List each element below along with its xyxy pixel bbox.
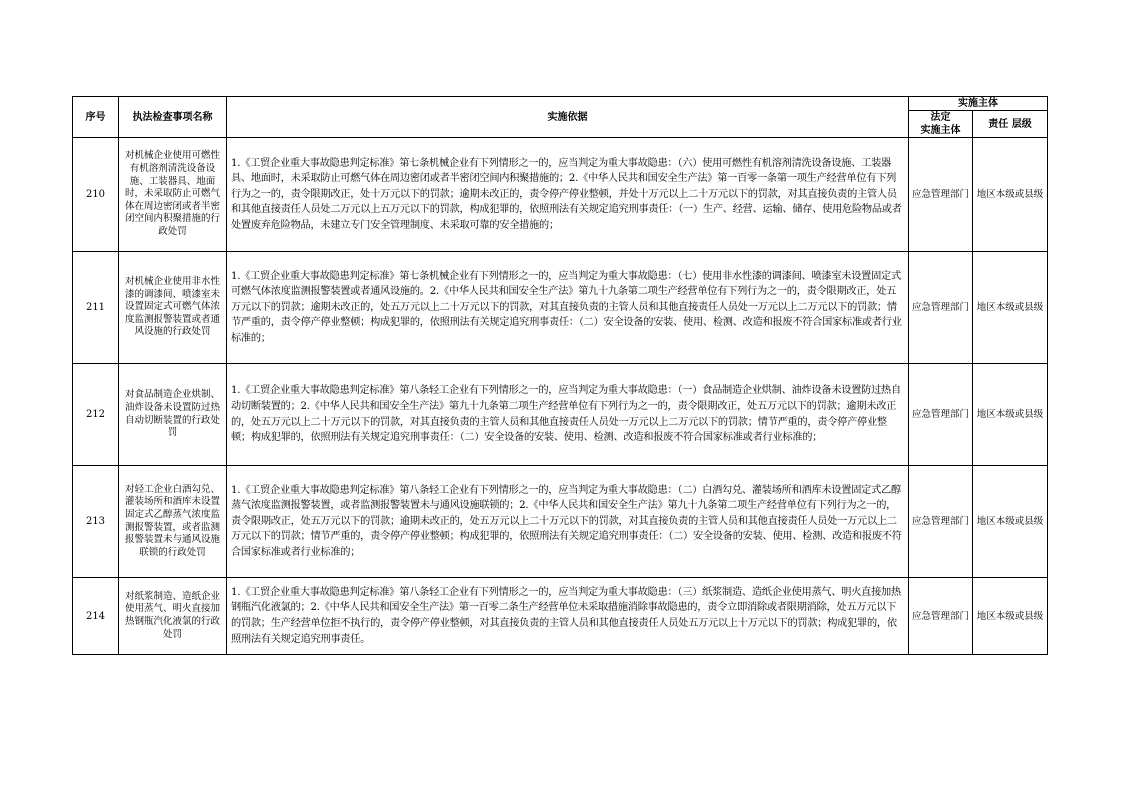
item-name: 对轻工企业白酒勾兑、灌装场所和酒库未设置固定式乙醇蒸气浓度监测报警装置，或者监测报警装置未与通风设施联锁的行政处罚: [119, 466, 227, 578]
responsibility-level: 地区本级或县级: [973, 252, 1048, 364]
item-name: 对机械企业使用可燃性有机溶剂清洗设备设施、工装器具、地面时，未采取防止可燃气体在周边密闭或者半密闭空间内积聚措施的行政处罚: [119, 138, 227, 252]
implementing-body: 应急管理部门: [909, 138, 973, 252]
implementing-body: 应急管理部门: [909, 578, 973, 655]
table-row: [73, 466, 1048, 578]
item-name: 对机械企业使用非水性漆的调漆间、喷漆室未设置固定式可燃气体浓度监测报警装置或者通风设施的行政处罚: [119, 252, 227, 364]
row-number: 210: [73, 138, 119, 252]
implementing-body: 应急管理部门: [909, 466, 973, 578]
row-number: 214: [73, 578, 119, 655]
table-row: [73, 138, 1048, 252]
header-subject-group: 实施主体: [909, 97, 1048, 111]
responsibility-level: 地区本级或县级: [973, 364, 1048, 466]
row-number: 211: [73, 252, 119, 364]
responsibility-level: 地区本级或县级: [973, 578, 1048, 655]
item-name: 对纸浆制造、造纸企业使用蒸气、明火直接加热钢瓶汽化液氯的行政处罚: [119, 578, 227, 655]
implementing-body: 应急管理部门: [909, 364, 973, 466]
legal-basis: 1.《工贸企业重大事故隐患判定标准》第八条轻工企业有下列情形之一的，应当判定为重大事故隐患：（二）白酒勾兑、灌装场所和酒库未设置固定式乙醇蒸气浓度监测报警装置，或者监测报警装置未与通风设施联锁的；2.《中华人民共和国安全生产法》第九十九条第二项生产经营单位有下列行为之一的，责令限期改正，处五万元以下的罚款；逾期未改正的，处五万元以上二十万元以下的罚款，对其直接负责的主管人员和其他直接责任人员处一万元以上二万元以下的罚款；情节严重的，责令停产停业整顿；构成犯罪的，依照刑法有关规定追究刑事责任：（二）安全设备的安装、使用、检测、改造和报废不符合国家标准或者行业标准的；: [227, 466, 909, 578]
table-row: [73, 364, 1048, 466]
item-name: 对食品制造企业烘制、油炸设备未设置防过热自动切断装置的行政处罚: [119, 364, 227, 466]
header-basis: 实施依据: [227, 97, 909, 138]
implementing-body: 应急管理部门: [909, 252, 973, 364]
table-row: [73, 252, 1048, 364]
legal-basis: 1.《工贸企业重大事故隐患判定标准》第八条轻工企业有下列情形之一的，应当判定为重大事故隐患：（三）纸浆制造、造纸企业使用蒸气、明火直接加热钢瓶汽化液氯的；2.《中华人民共和国安全生产法》第一百零二条生产经营单位未采取措施消除事故隐患的，责令立即消除或者限期消除，处五万元以下的罚款；生产经营单位拒不执行的，责令停产停业整顿，对其直接负责的主管人员和其他直接责任人员处五万元以上十万元以下的罚款；构成犯罪的，依照刑法有关规定追究刑事责任。: [227, 578, 909, 655]
header-level: 责任 层级: [973, 111, 1048, 138]
table-row: [73, 578, 1048, 655]
header-legal-subject: 法定 实施主体: [909, 111, 973, 138]
enforcement-table: [72, 96, 1048, 655]
responsibility-level: 地区本级或县级: [973, 466, 1048, 578]
responsibility-level: 地区本级或县级: [973, 138, 1048, 252]
row-number: 213: [73, 466, 119, 578]
row-number: 212: [73, 364, 119, 466]
header-no: 序号: [73, 97, 119, 138]
header-name: 执法检查事项名称: [119, 97, 227, 138]
legal-basis: 1.《工贸企业重大事故隐患判定标准》第七条机械企业有下列情形之一的，应当判定为重大事故隐患：（六）使用可燃性有机溶剂清洗设备设施、工装器具、地面时，未采取防止可燃气体在周边密闭或者半密闭空间内积聚措施的；2.《中华人民共和国安全生产法》第一百零一条第一项生产经营单位有下列行为之一的，责令限期改正，处十万元以下的罚款；逾期未改正的，责令停产停业整顿，并处十万元以上二十万元以下的罚款，对其直接负责的主管人员和其他直接责任人员处二万元以上五万元以下的罚款，构成犯罪的，依照刑法有关规定追究刑事责任：（一）生产、经营、运输、储存、使用危险物品或者处置废弃危险物品，未建立专门安全管理制度、未采取可靠的安全措施的；: [227, 138, 909, 252]
legal-basis: 1.《工贸企业重大事故隐患判定标准》第七条机械企业有下列情形之一的，应当判定为重大事故隐患：（七）使用非水性漆的调漆间、喷漆室未设置固定式可燃气体浓度监测报警装置或者通风设施的。2.《中华人民共和国安全生产法》第九十九条第二项生产经营单位有下列行为之一的，责令限期改正，处五万元以下的罚款；逾期未改正的，处五万元以上二十万元以下的罚款，对其直接负责的主管人员和其他直接责任人员处一万元以上二万元以下的罚款；情节严重的，责令停产停业整顿；构成犯罪的，依照刑法有关规定追究刑事责任：（二）安全设备的安装、使用、检测、改造和报废不符合国家标准或者行业标准的；: [227, 252, 909, 364]
legal-basis: 1.《工贸企业重大事故隐患判定标准》第八条轻工企业有下列情形之一的，应当判定为重大事故隐患：（一）食品制造企业烘制、油炸设备未设置防过热自动切断装置的；2.《中华人民共和国安全生产法》第九十九条第二项生产经营单位有下列行为之一的，责令限期改正，处五万元以下的罚款；逾期未改正的，处五万元以上二十万元以下的罚款，对其直接负责的主管人员和其他直接责任人员处一万元以上二万元以下的罚款；情节严重的，责令停产停业整顿；构成犯罪的，依照刑法有关规定追究刑事责任：（二）安全设备的安装、使用、检测、改造和报废不符合国家标准或者行业标准的；: [227, 364, 909, 466]
